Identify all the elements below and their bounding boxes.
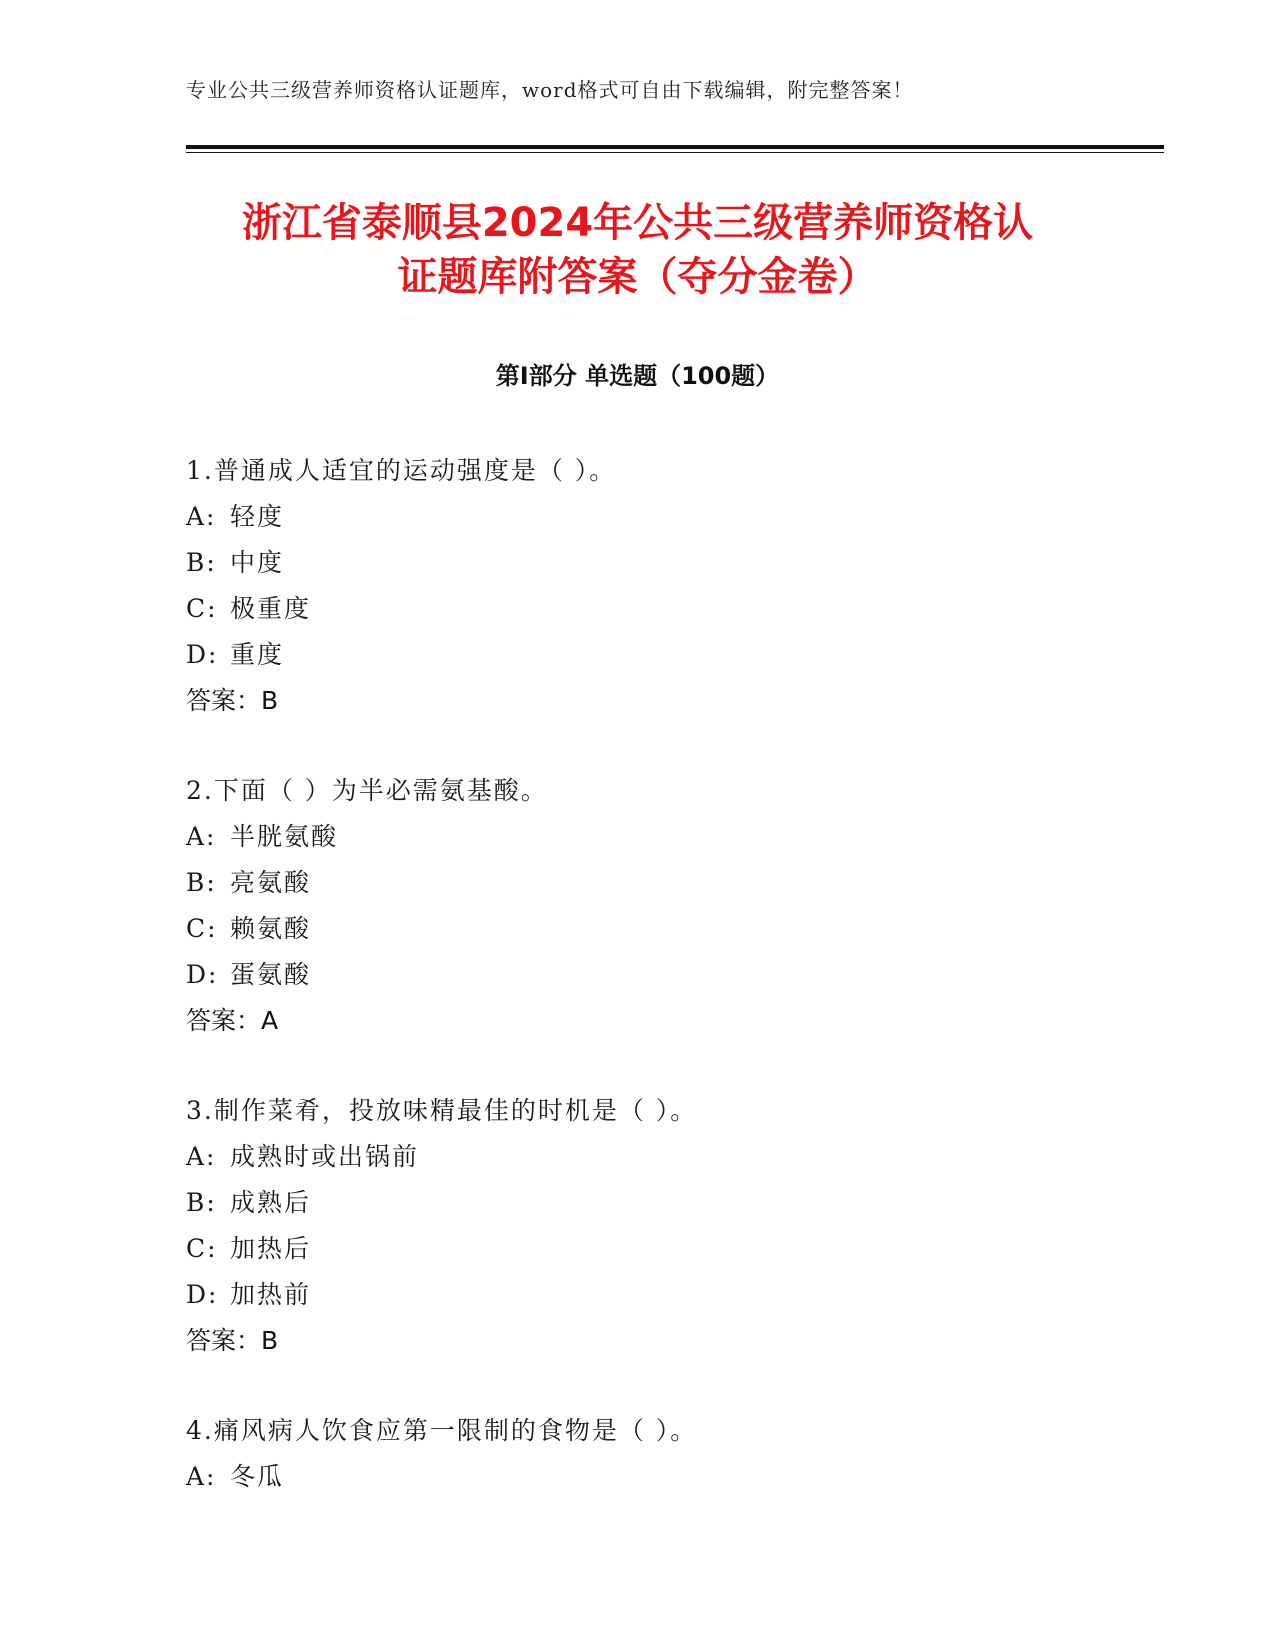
question-list	[186, 448, 1166, 1544]
option-a	[186, 814, 1166, 860]
option-text: 加热后	[230, 1234, 312, 1263]
section-heading: 第Ⅰ部分 单选题（100题）	[495, 362, 780, 390]
option-key: C:	[186, 594, 218, 623]
answer-value: B	[261, 1326, 279, 1355]
option-c	[186, 586, 1166, 632]
question-3	[186, 1088, 1166, 1364]
option-text: 重度	[230, 640, 285, 669]
header-note: 专业公共三级营养师资格认证题库，word格式可自由下载编辑，附完整答案！	[186, 78, 914, 102]
question-4	[186, 1408, 1166, 1500]
option-b	[186, 860, 1166, 906]
option-key: C:	[186, 1234, 218, 1263]
option-text: 中度	[230, 548, 285, 577]
option-a	[186, 494, 1166, 540]
question-stem: 2.下面（ ）为半必需氨基酸。	[186, 776, 548, 805]
option-a	[186, 1134, 1166, 1180]
option-key: B:	[186, 548, 217, 577]
option-key: D:	[186, 1280, 219, 1309]
option-c	[186, 906, 1166, 952]
answer-label: 答案：	[186, 686, 262, 715]
question-stem: 3.制作菜肴，投放味精最佳的时机是（ ）。	[186, 1096, 698, 1125]
option-key: C:	[186, 914, 218, 943]
question-2	[186, 768, 1166, 1044]
option-text: 成熟后	[230, 1188, 312, 1217]
answer-line	[186, 678, 1166, 724]
option-text: 亮氨酸	[230, 868, 312, 897]
option-d	[186, 1272, 1166, 1318]
header-rule-thin	[186, 152, 1164, 153]
option-b	[186, 1180, 1166, 1226]
answer-line	[186, 998, 1166, 1044]
answer-label: 答案：	[186, 1006, 262, 1035]
option-text: 蛋氨酸	[230, 960, 312, 989]
question-stem: 1.普通成人适宜的运动强度是（ ）。	[186, 456, 617, 485]
option-key: B:	[186, 868, 217, 897]
document-title	[0, 196, 1275, 304]
option-d	[186, 952, 1166, 998]
header-rule-thick	[186, 145, 1164, 149]
question-1	[186, 448, 1166, 724]
document-title-line-2: 证题库附答案（夺分金卷）	[397, 254, 878, 300]
option-text: 成熟时或出锅前	[230, 1142, 420, 1171]
option-text: 半胱氨酸	[230, 822, 339, 851]
answer-line	[186, 1318, 1166, 1364]
option-c	[186, 1226, 1166, 1272]
option-b	[186, 540, 1166, 586]
option-a	[186, 1454, 1166, 1500]
question-stem: 4.痛风病人饮食应第一限制的食物是（ ）。	[186, 1416, 698, 1445]
option-text: 加热前	[230, 1280, 312, 1309]
answer-value: B	[261, 686, 279, 715]
option-text: 极重度	[230, 594, 312, 623]
option-key: A:	[186, 1142, 217, 1171]
option-key: D:	[186, 640, 219, 669]
option-text: 赖氨酸	[230, 914, 312, 943]
option-text: 冬瓜	[230, 1462, 285, 1491]
answer-value: A	[261, 1006, 279, 1035]
option-key: A:	[186, 1462, 217, 1491]
option-d	[186, 632, 1166, 678]
option-key: A:	[186, 502, 217, 531]
option-key: A:	[186, 822, 217, 851]
document-title-line-1: 浙江省泰顺县2024年公共三级营养师资格认	[241, 200, 1034, 246]
option-key: B:	[186, 1188, 217, 1217]
option-text: 轻度	[230, 502, 285, 531]
answer-label: 答案：	[186, 1326, 262, 1355]
option-key: D:	[186, 960, 219, 989]
